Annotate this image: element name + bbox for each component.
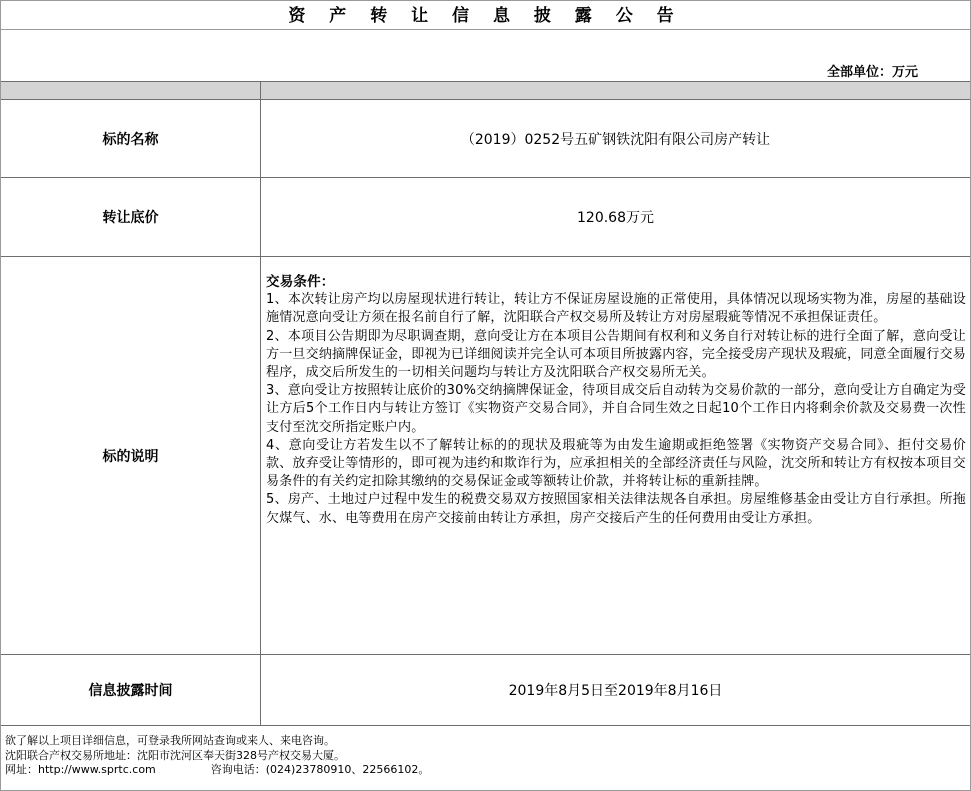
disclosure-time-label: 信息披露时间 <box>1 655 261 725</box>
condition-item-2: 2、本项目公告期即为尽职调查期，意向受让方在本项目公告期间有权利和义务自行对转让标的进行全面了解，意向受让方一旦交纳摘牌保证金，即视为已详细阅读并完全认可本项目所披露内容，完全接受房产现状及瑕疵，同意全面履行交易程序，成交后所发生的一切相关问题均与转让方及沈阳联合产权交易所无关。 <box>266 328 966 381</box>
footer-line-2: 沈阳联合产权交易所地址：沈阳市沈河区奉天街328号产权交易大厦。 <box>5 748 345 762</box>
description-label: 标的说明 <box>1 257 261 654</box>
footer-line-1: 欲了解以上项目详细信息，可登录我所网站查询或来人、来电咨询。 <box>5 734 335 747</box>
condition-item-5: 5、房产、土地过户过程中发生的税费交易双方按照国家相关法律法规各自承担。房屋维修基金由受让方自行承担。所拖欠煤气、水、电等费用在房产交接前由转让方承担，房产交接后产生的任何费用由受让方承担。 <box>266 492 966 526</box>
name-value: （2019）0252号五矿钢铁沈阳有限公司房产转让 <box>460 131 771 148</box>
table-row-price <box>1 178 970 257</box>
unit-note: 全部单位：万元 <box>826 65 918 80</box>
conditions-heading: 交易条件： <box>266 274 335 290</box>
page-title: 资 产 转 让 信 息 披 露 公 告 <box>1 3 970 30</box>
price-value: 120.68万元 <box>577 210 654 226</box>
header-label-cell <box>1 82 261 99</box>
condition-item-1: 1、本次转让房产均以房屋现状进行转让，转让方不保证房屋设施的正常使用，具体情况以现场实物为准，房屋的基础设施情况意向受让方须在报名前自行了解，沈阳联合产权交易所及转让方对房屋瑕疵等情况不承担保证责任。 <box>266 292 966 326</box>
description-value <box>261 257 970 654</box>
phone-text: 咨询电话：(024)23780910、22566102。 <box>210 763 430 776</box>
header-value-cell <box>261 82 970 99</box>
info-table <box>1 81 970 726</box>
condition-item-4: 4、意向受让方若发生以不了解转让标的的现状及瑕疵等为由发生逾期或拒绝签署《实物资产交易合同》、拒付交易价款、放弃受让等情形的，即可视为违约和欺诈行为，应承担相关的全部经济责任与风险，沈交所和转让方有权按本项目交易条件的有关约定扣除其缴纳的交易保证金或等额转让价款，并将转让标的重新挂牌。 <box>266 437 966 490</box>
name-label: 标的名称 <box>1 100 261 177</box>
disclosure-time-value: 2019年8月5日至2019年8月16日 <box>508 683 723 699</box>
condition-item-3: 3、意向受让方按照转让底价的30%交纳摘牌保证金，待项目成交后自动转为交易价款的一部分，意向受让方自确定为受让方后5个工作日内与转让方签订《实物资产交易合同》，并自合同生效之日起10个工作日内将剩余价款及交易费一次性支付至沈交所指定账户内。 <box>266 383 966 435</box>
table-row-disclosure-time <box>1 655 970 726</box>
website-text: 网址：http://www.sprtc.com <box>5 763 156 776</box>
footer-notes <box>5 734 429 778</box>
price-label: 转让底价 <box>1 178 261 256</box>
table-row-description <box>1 257 970 655</box>
table-row-name <box>1 100 970 178</box>
table-header-row <box>1 82 970 100</box>
footer-line-3 <box>5 763 429 778</box>
